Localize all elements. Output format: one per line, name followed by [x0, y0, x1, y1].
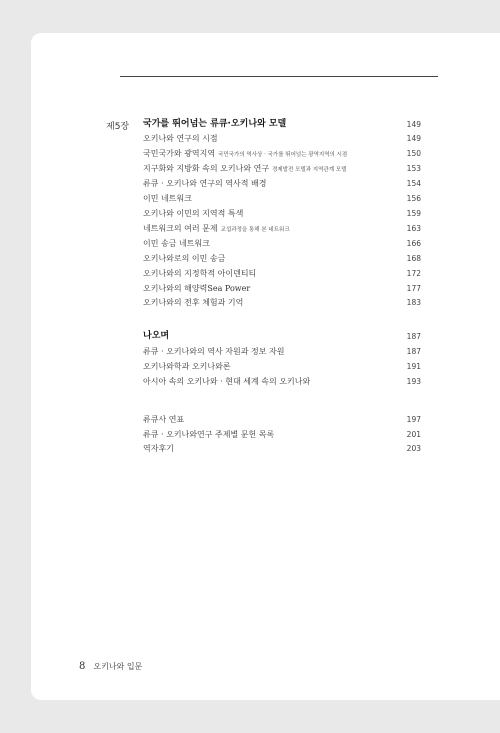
- page-number: 8: [79, 661, 86, 672]
- entry-subtitle: 경제발전 모델과 지역관계 모델: [272, 167, 347, 173]
- toc-entry-bibliography[interactable]: [143, 429, 421, 441]
- entry-page: 159: [406, 209, 421, 218]
- conclusion-page: 187: [406, 332, 421, 341]
- toc-entry[interactable]: [143, 208, 421, 220]
- entry-title: 아시아 속의 오키나와 · 현대 세계 속의 오키나와: [143, 377, 311, 386]
- entry-title: 류큐 · 오키나와연구 주제별 문헌 목록: [143, 430, 275, 439]
- entry-title: 이민 송금 네트워크: [143, 239, 210, 248]
- toc-entry[interactable]: [143, 253, 421, 265]
- entry-title: 역자후기: [143, 444, 174, 453]
- entry-title: 류큐사 연표: [143, 415, 185, 424]
- toc-entry[interactable]: [143, 193, 421, 205]
- entry-page: 166: [406, 239, 421, 248]
- toc-entry[interactable]: [143, 223, 421, 235]
- toc-chapter-heading[interactable]: [143, 118, 421, 130]
- entry-title: 오키나와 연구의 시점: [143, 134, 218, 143]
- entry-page: 153: [406, 164, 421, 173]
- toc-entry[interactable]: [143, 238, 421, 250]
- page-footer: [79, 654, 142, 673]
- toc-entry[interactable]: [143, 283, 421, 295]
- entry-title: 오키나와의 지정학적 아이덴티티: [143, 269, 257, 278]
- conclusion-title: 나오며: [143, 331, 170, 341]
- toc-entry[interactable]: [143, 133, 421, 145]
- entry-page: 156: [406, 194, 421, 203]
- entry-page: 150: [406, 149, 421, 158]
- chapter-title: 국가를 뛰어넘는 류큐·오키나와 모델: [143, 119, 287, 129]
- running-title: 오키나와 입문: [93, 662, 143, 671]
- book-page: [31, 33, 500, 700]
- entry-title: 네트워크의 여러 문제: [143, 224, 218, 233]
- entry-page: 177: [406, 284, 421, 293]
- toc-entry-chronology[interactable]: [143, 414, 421, 426]
- toc-entry[interactable]: [143, 148, 421, 160]
- entry-title: 국민국가와 광역지역: [143, 149, 216, 158]
- toc-entry[interactable]: [143, 268, 421, 280]
- toc-entry[interactable]: [143, 376, 421, 388]
- entry-page: 183: [406, 298, 421, 307]
- entry-page: 168: [406, 254, 421, 263]
- entry-subtitle: 국민국가의 역사상 · 국가를 뛰어넘는 광역지역의 시점: [218, 152, 348, 158]
- toc-entry[interactable]: [143, 297, 421, 309]
- toc-conclusion-heading[interactable]: [143, 330, 421, 342]
- entry-page: 191: [406, 362, 421, 371]
- entry-title: 류큐 · 오키나와의 역사 자원과 정보 자원: [143, 347, 285, 356]
- entry-page: 201: [406, 430, 421, 439]
- entry-title: 오키나와학과 오키나와론: [143, 362, 231, 371]
- entry-page: 149: [406, 134, 421, 143]
- toc-entry[interactable]: [143, 178, 421, 190]
- toc-entry[interactable]: [143, 346, 421, 358]
- chapter-page: 149: [406, 120, 421, 129]
- entry-page: 193: [406, 377, 421, 386]
- entry-page: 172: [406, 269, 421, 278]
- entry-title: 지구화와 지방화 속의 오키나와 연구: [143, 164, 270, 173]
- toc-entry[interactable]: [143, 361, 421, 373]
- toc-entry[interactable]: [143, 163, 421, 175]
- entry-title: 오키나와의 해양력Sea Power: [143, 284, 251, 293]
- entry-title: 이민 네트워크: [143, 194, 192, 203]
- entry-page: 187: [406, 347, 421, 356]
- toc-entry-afterword[interactable]: [143, 443, 421, 455]
- header-rule: [120, 76, 438, 77]
- entry-page: 163: [406, 224, 421, 233]
- entry-page: 154: [406, 179, 421, 188]
- entry-title: 오키나와의 전후 체험과 기억: [143, 298, 244, 307]
- entry-title: 오키나와로의 이민 송금: [143, 254, 226, 263]
- entry-page: 203: [406, 444, 421, 453]
- entry-title: 류큐 · 오키나와 연구의 역사적 배경: [143, 179, 267, 188]
- chapter-label: 제5장: [106, 122, 130, 132]
- entry-page: 197: [406, 415, 421, 424]
- entry-subtitle: 교섭과정을 통해 본 네트워크: [220, 227, 290, 233]
- entry-title: 오키나와 이민의 지역적 특색: [143, 209, 244, 218]
